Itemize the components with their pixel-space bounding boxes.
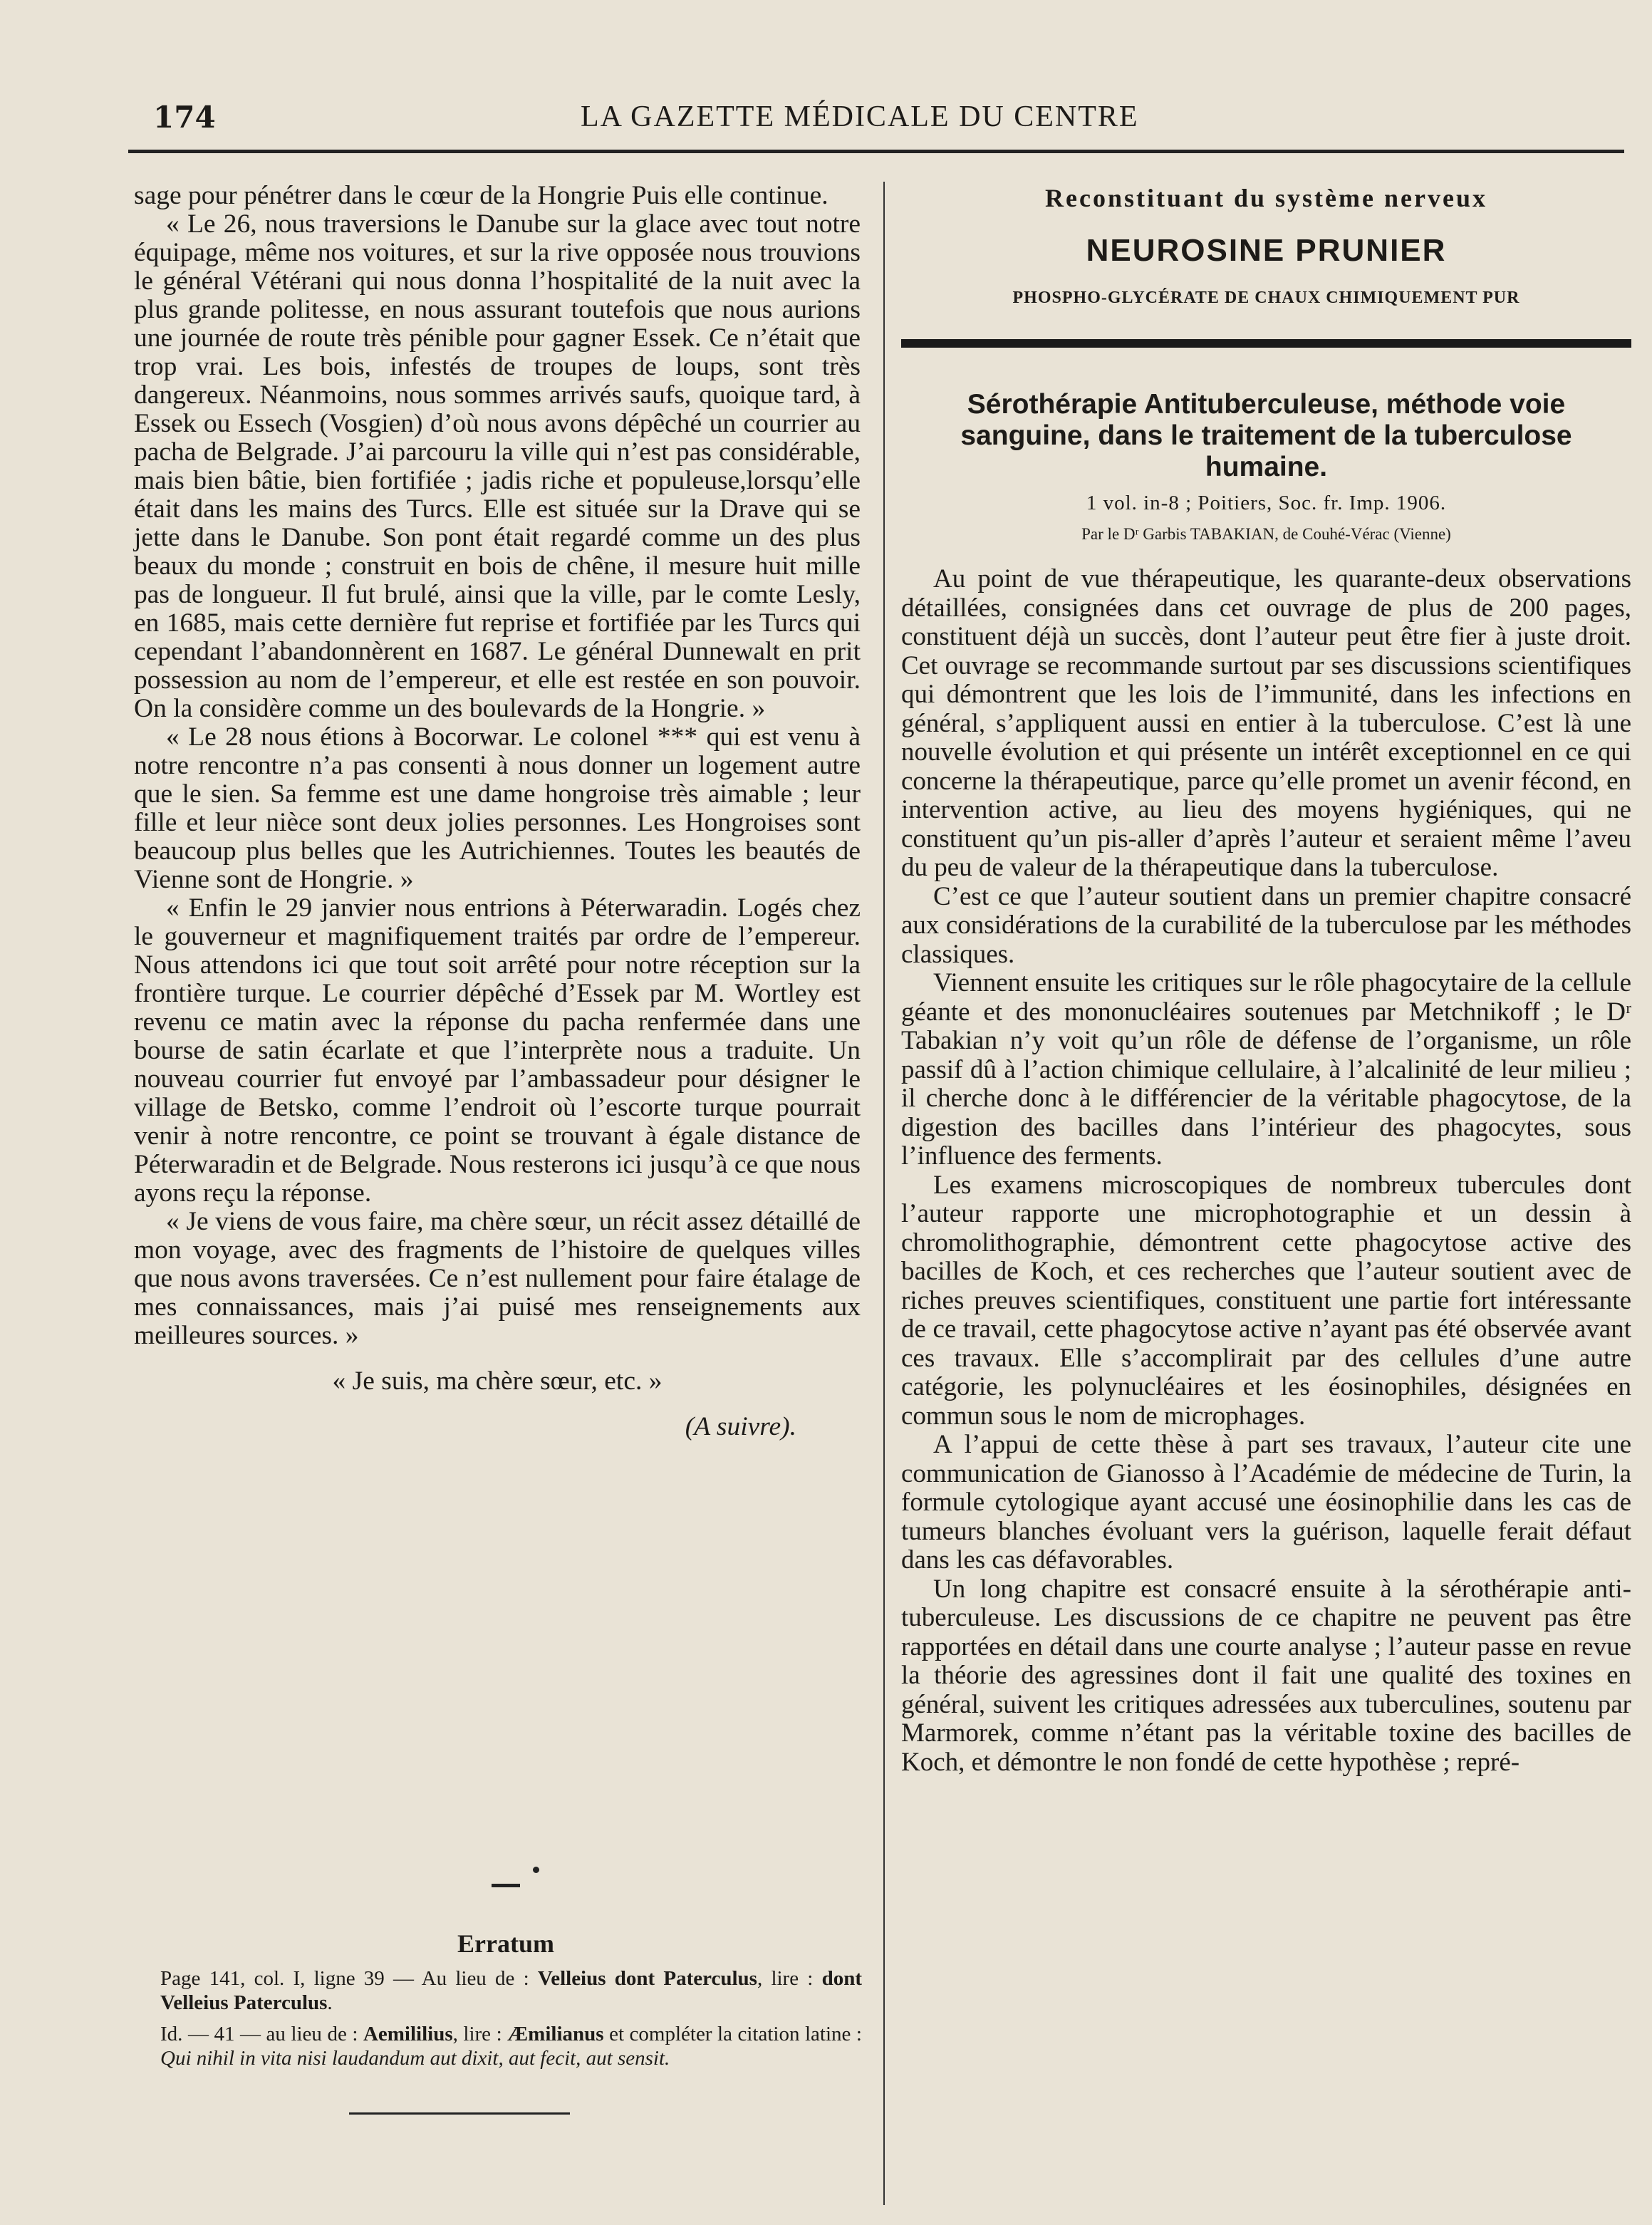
erratum-text: Page 141, col. I, ligne 39 — Au lieu de : bbox=[160, 1967, 538, 1990]
ad-tagline: Reconstituant du système nerveux bbox=[1045, 184, 1487, 212]
right-column bbox=[901, 182, 1631, 1777]
letter-paragraph: sage pour pénétrer dans le cœur de la Hongrie Puis elle continue. bbox=[134, 181, 828, 210]
header-rule bbox=[128, 150, 1624, 153]
erratum-correct: dont Velleius Paterculus bbox=[160, 1967, 863, 2014]
review-author: Par le Dʳ Garbis TABAKIAN, de Couhé-Vérac (Vienne) bbox=[1081, 525, 1451, 543]
to-be-continued: (A suivre). bbox=[685, 1412, 796, 1441]
erratum-title: Erratum bbox=[457, 1929, 554, 1958]
review-paragraph: Au point de vue thérapeutique, les quarante-deux observations détaillées, consignées dans cet ouvrage de plus de 200 pages, constituent déjà un succès, dont l’auteur peut être fier à juste droit. Cet ouvrage se recommande surtout par ses discussions scientifiques qui démontrent que les lois de l’immunité, dans les infections en général, s’appliquent aussi en entier à la tuberculose. C’est là une nouvelle évolution et qui présente un intérêt exceptionnel en ce qui concerne la thérapeutique, parce qu’elle promet un avenir fécond, en intervention active, au lieu des moyens hygiéniques, qui ne constituent qu’un pis-aller d’après l’auteur et seraient même l’aveu du peu de valeur de la thérapeutique dans la tuberculose. bbox=[901, 564, 1631, 882]
review-paragraph: A l’appui de cette thèse à part ses travaux, l’auteur cite une communication de Gianosso à l’Académie de médecine de Turin, la formule cytologique ayant accusé une éosinophilie dans les cas de tumeurs blanches évoluant vers la guérison, laquelle ferait défaut dans les cas défavorables. bbox=[901, 1430, 1631, 1575]
erratum-text: Id. — 41 — au lieu de : bbox=[160, 2023, 363, 2045]
erratum-text: , lire : bbox=[757, 1967, 822, 1990]
letter-paragraph: « Je viens de vous faire, ma chère sœur, un récit assez détaillé de mon voyage, avec des fragments de l’histoire de quelques villes que nous avons traversées. Ce n’est nullement pour faire étalage de mes connaissances, mais j’ai puisé mes renseignements aux meilleures sources. » bbox=[134, 1207, 861, 1350]
review-paragraph: Viennent ensuite les critiques sur le rôle phagocytaire de la cellule géante et des mononucléaires soutenues par Metchnikoff ; le Dʳ Tabakian n’y voit qu’un rôle de défense de l’organisme, un rôle passif dû à l’action chimique cellulaire, à l’alcalinité de leur milieu ; il cherche donc à le différencier de la véritable phagocytose, de la digestion des bacilles dans l’intérieur des phagocytes, sous l’influence des ferments. bbox=[901, 968, 1631, 1171]
left-column bbox=[134, 182, 861, 1441]
review-body bbox=[901, 565, 1631, 1777]
erratum-wrong: Aemililius bbox=[363, 2023, 453, 2045]
latin-citation: Qui nihil in vita nisi laudandum aut dixit, aut fecit, aut sensit. bbox=[160, 2047, 670, 2070]
letter-closing: « Je suis, ma chère sœur, etc. » bbox=[332, 1366, 663, 1396]
erratum-text: et compléter la citation latine : bbox=[603, 2023, 862, 2045]
review-title: Sérothérapie Antituberculeuse, méthode voie sanguine, dans le traitement de la tuberculose humaine. bbox=[960, 389, 1572, 482]
review-paragraph: Les examens microscopiques de nombreux tubercules dont l’auteur rapporte une microphotographie et un dessin à chromolithographie, démontrent cette phagocytose active des bacilles de Koch, et ces recherches que l’auteur soutient avec de riches preuves scientifiques, constituent une partie fort intéressante de ce travail, cette phagocytose active n’ayant pas été observée avant ces travaux. Elle s’accomplirait par des cellules d’une autre catégorie, les polynucléaires et les éosinophiles, désignées en commun sous le nom de microphages. bbox=[901, 1170, 1631, 1431]
erratum-entry-1 bbox=[160, 1966, 862, 2015]
running-head bbox=[153, 100, 1500, 142]
review-paragraph: C’est ce que l’auteur soutient dans un premier chapitre consacré aux considérations de la curabilité de la tuberculose par les méthodes classiques. bbox=[901, 881, 1631, 969]
journal-title: LA GAZETTE MÉDICALE DU CENTRE bbox=[581, 100, 1139, 133]
erratum-text: . bbox=[327, 1991, 333, 2014]
ad-subtitle: PHOSPHO-GLYCÉRATE DE CHAUX CHIMIQUEMENT PUR bbox=[1012, 289, 1520, 307]
erratum-correct: Æmilianus bbox=[507, 2023, 604, 2045]
letter-paragraph: « Le 28 nous étions à Bocorwar. Le colonel *** qui est venu à notre rencontre n’a pas consenti à nous donner un logement autre que le sien. Sa femme est une dame hongroise très aimable ; leur fille et leur nièce sont deux jolies personnes. Les Hongroises sont beaucoup plus belles que les Autrichiennes. Toutes les beautés de Vienne sont de Hongrie. » bbox=[134, 722, 861, 894]
ad-rule bbox=[901, 339, 1631, 348]
erratum-entry-2 bbox=[160, 2022, 862, 2070]
letter-paragraph: « Enfin le 29 janvier nous entrions à Péterwaradin. Logés chez le gouverneur et magnifiquement traités par ordre de l’empereur. Nous attendons ici que tout soit arrêté pour notre réception sur la frontière turque. Le courrier dépêché d’Essek par M. Wortley est revenu ce matin avec la réponse du pacha renfermée dans une bourse de satin écarlate et que l’interprète nous a traduite. Un nouveau courrier fut envoyé par l’ambassadeur pour désigner le village de Betsko, comme l’endroit où l’escorte turque pourrait venir à notre rencontre, ce point se trouvant à égale distance de Péterwaradin et de Belgrade. Nous resterons ici jusqu’à ce que nous ayons reçu la réponse. bbox=[134, 893, 861, 1208]
erratum-text: , lire : bbox=[452, 2023, 508, 2045]
review-paragraph: Un long chapitre est consacré ensuite à la sérothérapie anti-tuberculeuse. Les discussions de ce chapitre ne peuvent pas être rapportées en détail dans une courte analyse ; l’auteur passe en revue la théorie des agressines dont il fait une qualité des toxines en général, suivent les critiques adressées aux tuberculines, soutenu par Marmorek, comme n’étant pas la véritable toxine des bacilles de Koch, et démontre le non fondé de cette hypothèse ; repré- bbox=[901, 1574, 1631, 1777]
ad-brand: NEUROSINE PRUNIER bbox=[1086, 233, 1447, 268]
page-number: 174 bbox=[153, 100, 216, 135]
separator-dot bbox=[533, 1867, 539, 1873]
review-publication: 1 vol. in-8 ; Poitiers, Soc. fr. Imp. 1906. bbox=[1086, 492, 1447, 514]
letter-paragraph: « Le 26, nous traversions le Danube sur la glace avec tout notre équipage, même nos voitures, et sur la rive opposée nous trouvions le général Vétérani qui nous donna l’hospitalité de la nuit avec la plus grande politesse, en nous assurant toutefois que nous aurions une journée de route très pénible pour gagner Essek. Ce n’était que trop vrai. Les bois, infestés de troupes de loups, sont très dangereux. Néanmoins, nous sommes arrivés saufs, quoique tard, à Essek ou Essech (Vosgien) d’où nous avons dépêché un courrier au pacha de Belgrade. J’ai parcouru la ville qui n’est pas considérable, mais bien bâtie, bien fortifiée ; jadis riche et populeuse,lorsqu’elle était dans les mains des Turcs. Elle est située sur la Drave qui se jette dans le Danube. Son pont était regardé comme un des plus beaux du monde ; construit en bois de chêne, il mesure huit mille pas de longueur. Il fut brulé, ainsi que la ville, par le comte Lesly, en 1685, mais cette dernière fut reprise et fortifiée par les Turcs qui cependant l’abandonnèrent en 1687. Le général Dunnewalt en prit possession au nom de l’empereur, et elle est restée en son pouvoir. On la considère comme un des boulevards de la Hongrie. » bbox=[134, 209, 861, 723]
column-divider bbox=[883, 182, 885, 2205]
section-separator bbox=[492, 1884, 520, 1887]
advertisement bbox=[901, 183, 1631, 348]
footer-rule bbox=[349, 2112, 570, 2115]
erratum-wrong: Velleius dont Paterculus bbox=[537, 1967, 757, 1990]
